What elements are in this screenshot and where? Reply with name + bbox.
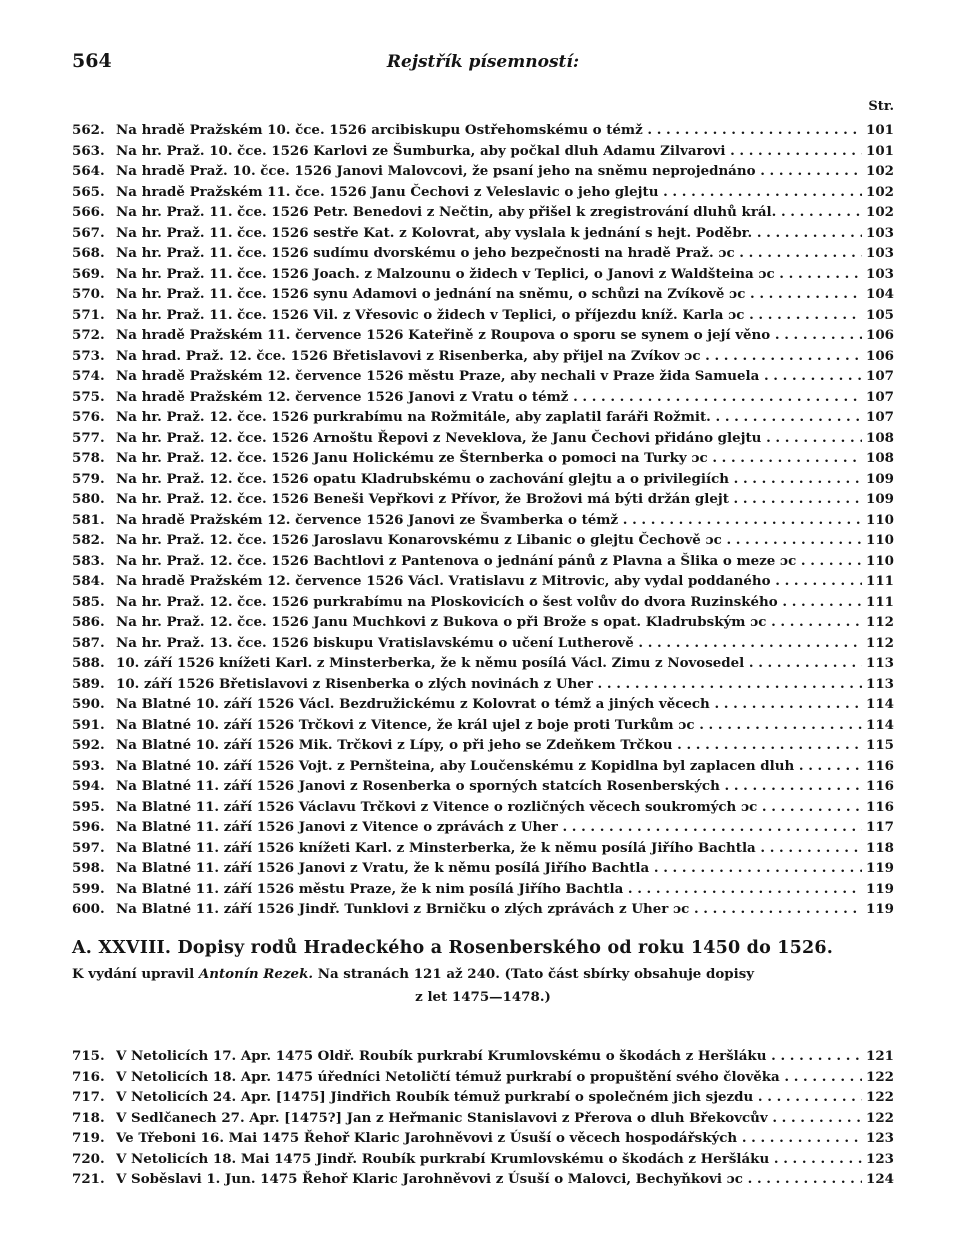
entry-page: 102 <box>866 163 894 179</box>
entry-text: Na hr. Praž. 12. čce. 1526 opatu Kladrubskému o zachování glejtu a o privilegiích . . . <box>116 469 862 490</box>
entry-number: 590. <box>72 696 105 712</box>
entry-page: 117 <box>866 819 894 835</box>
entry-text: Na hradě Pražském 11. července 1526 Kateřině z Roupova o sporu se synem o její věno . . . <box>116 325 862 346</box>
entry-text: Na hrad. Praž. 12. čce. 1526 Břetislavovi z Risenberka, aby přijel na Zvíkov ɔc . . . <box>116 346 862 367</box>
running-title: Rejstřík písemností: <box>386 52 580 72</box>
entry-text: Na hr. Praž. 10. čce. 1526 Karlovi ze Šumburka, aby počkal dluh Adamu Zilvarovi . . . <box>116 141 862 162</box>
entry-page: 123 <box>866 1130 894 1146</box>
entry-page: 116 <box>866 778 894 794</box>
entry-page: 107 <box>866 388 894 405</box>
index-entry <box>72 776 894 797</box>
entry-text: Na hr. Praž. 12. čce. 1526 Janu Muchkovi z Bukova o při Brože s opat. Kladrubským ɔc . . . <box>116 612 862 633</box>
entry-number: 587. <box>72 634 105 651</box>
index-entry <box>72 756 894 777</box>
index-entry <box>72 735 894 756</box>
entry-page: 113 <box>866 675 894 692</box>
entry-text: Na Blatné 11. září 1526 Jindř. Tunklovi z Brničku o zlých zprávách z Uher ɔc . . . <box>116 899 862 920</box>
index-entry <box>72 305 894 326</box>
entry-text: Na hradě Praž. 10. čce. 1526 Janovi Malovcovi, že psaní jeho na sněmu neprojednáno . . . <box>116 161 862 182</box>
entry-number: 577. <box>72 429 105 446</box>
entry-number: 589. <box>72 675 105 692</box>
entry-text: Na Blatné 10. září 1526 Trčkovi z Vitence, že král ujel z boje proti Turkům ɔc . . . <box>116 715 862 736</box>
entry-number: 568. <box>72 245 105 261</box>
entry-number: 721. <box>72 1171 105 1187</box>
entry-number: 572. <box>72 327 105 343</box>
entry-text: Na hr. Praž. 12. čce. 1526 Beneši Vepřkovi z Přívor, že Brožovi má býti držán glejt . . . <box>116 489 862 510</box>
entry-page: 114 <box>866 716 894 733</box>
entry-number: 718. <box>72 1109 105 1126</box>
index-entry <box>72 1087 894 1108</box>
page-header <box>72 50 894 80</box>
entry-number: 592. <box>72 737 105 753</box>
entry-number: 599. <box>72 880 105 897</box>
index-entry <box>72 366 894 387</box>
entry-number: 719. <box>72 1130 105 1146</box>
entry-text: Na hr. Praž. 11. čce. 1526 Petr. Benedovi z Nečtin, aby přišel k zregistrování dluhů král. . . . <box>116 202 862 223</box>
entry-text: Na hradě Pražském 10. čce. 1526 arcibiskupu Ostřehomskému o témž . . . <box>116 120 862 141</box>
entry-number: 569. <box>72 265 105 282</box>
entry-page: 112 <box>866 614 894 630</box>
entry-page: 111 <box>866 573 894 589</box>
index-entry <box>72 653 894 674</box>
entry-number: 583. <box>72 552 105 569</box>
index-entry <box>72 1067 894 1088</box>
index-entry <box>72 1128 894 1149</box>
entry-page: 101 <box>866 122 894 138</box>
index-entry <box>72 571 894 592</box>
entry-text: Na hr. Praž. 13. čce. 1526 biskupu Vratislavskému o učení Lutherově . . . <box>116 633 862 654</box>
entry-number: 562. <box>72 122 105 138</box>
entry-page: 123 <box>866 1150 894 1167</box>
entry-text: Na hr. Praž. 11. čce. 1526 Vil. z Vřesovic o židech v Teplici, o příjezdu kníž. Karla ɔc . . . <box>116 305 862 326</box>
index-entry <box>72 715 894 736</box>
entry-page: 119 <box>866 860 894 876</box>
index-entry <box>72 817 894 838</box>
entry-number: 600. <box>72 901 105 917</box>
index-entry <box>72 448 894 469</box>
section-note-line2: z let 1475—1478.) <box>415 989 551 1005</box>
entry-page: 106 <box>866 327 894 343</box>
index-entry <box>72 694 894 715</box>
entry-text: Na Blatné 11. září 1526 Janovi z Vratu, že k němu posílá Jiřího Bachtla . . . <box>116 858 862 879</box>
index-entry <box>72 161 894 182</box>
entry-number: 567. <box>72 224 105 241</box>
index-entry <box>72 469 894 490</box>
entry-number: 597. <box>72 839 105 856</box>
entry-text: Na Blatné 11. září 1526 Janovi z Rosenberka o sporných statcích Rosenberských . . . <box>116 776 862 797</box>
index-entry <box>72 899 894 920</box>
entry-number: 566. <box>72 204 105 220</box>
entry-number: 598. <box>72 860 105 876</box>
entry-number: 581. <box>72 511 105 528</box>
section-editor: Antonín Rezek. <box>198 966 314 982</box>
entry-number: 716. <box>72 1068 105 1085</box>
index-entry <box>72 182 894 203</box>
entry-text: Na hradě Pražském 12. července 1526 Václ. Vratislavu z Mitrovic, aby vydal poddaného . . . <box>116 571 862 592</box>
entry-page: 121 <box>866 1048 894 1064</box>
entry-text: V Netolicích 24. Apr. [1475] Jindřich Roubík témuž purkrabí o společném jich sjezdu . . . <box>116 1087 862 1108</box>
entry-number: 564. <box>72 163 105 179</box>
entry-text: V Soběslavi 1. Jun. 1475 Řehoř Klaric Jarohněvovi z Úsuší o Malovci, Bechyňkovi ɔc . . . <box>116 1169 862 1190</box>
index-entry <box>72 551 894 572</box>
entry-page: 122 <box>866 1109 894 1126</box>
entry-text: 10. září 1526 Břetislavovi z Risenberka o zlých novinách z Uher . . . <box>116 674 862 695</box>
index-entry <box>72 530 894 551</box>
entry-number: 586. <box>72 614 105 630</box>
entry-page: 110 <box>866 511 894 528</box>
entry-text: V Netolicích 17. Apr. 1475 Oldř. Roubík purkrabí Krumlovskému o škodách z Heršláku . . . <box>116 1046 862 1067</box>
entry-number: 565. <box>72 183 105 200</box>
entry-list-b <box>72 1046 894 1190</box>
entry-page: 122 <box>866 1068 894 1085</box>
index-entry <box>72 428 894 449</box>
entry-number: 715. <box>72 1048 105 1064</box>
entry-page: 113 <box>866 655 894 671</box>
index-entry <box>72 325 894 346</box>
index-entry <box>72 858 894 879</box>
entry-number: 576. <box>72 409 105 425</box>
entry-number: 574. <box>72 368 105 384</box>
section-note-rest: Na stranách 121 až 240. (Tato část sbírky obsahuje dopisy <box>317 966 755 982</box>
index-entry <box>72 243 894 264</box>
entry-text: Na hr. Praž. 11. čce. 1526 Joach. z Malzounu o židech v Teplici, o Janovi z Waldšteina ɔc . . . <box>116 264 862 285</box>
entry-page: 103 <box>866 224 894 241</box>
entry-number: 570. <box>72 286 105 302</box>
index-entry <box>72 284 894 305</box>
entry-page: 108 <box>866 450 894 466</box>
entry-page: 107 <box>866 368 894 384</box>
entry-page: 104 <box>866 286 894 302</box>
entry-number: 573. <box>72 347 105 364</box>
entry-text: Na Blatné 11. září 1526 knížeti Karl. z Minsterberka, že k němu posílá Jiřího Bachtla . . . <box>116 838 862 859</box>
entry-page: 101 <box>866 142 894 159</box>
entry-number: 717. <box>72 1089 105 1105</box>
entry-page: 115 <box>866 737 894 753</box>
entry-page: 122 <box>866 1089 894 1105</box>
index-entry <box>72 346 894 367</box>
entry-number: 720. <box>72 1150 105 1167</box>
entry-page: 107 <box>866 409 894 425</box>
entry-text: V Sedlčanech 27. Apr. [1475?] Jan z Heřmanic Stanislavovi z Přerova o dluh Břekovcův . . . <box>116 1108 862 1129</box>
entry-number: 563. <box>72 142 105 159</box>
index-entry <box>72 510 894 531</box>
entry-page: 103 <box>866 245 894 261</box>
entry-number: 591. <box>72 716 105 733</box>
entry-number: 594. <box>72 778 105 794</box>
entry-number: 585. <box>72 593 105 610</box>
section-title: A. XXVIII. Dopisy rodů Hradeckého a Rosenberského od roku 1450 do 1526. <box>72 938 834 958</box>
entry-page: 114 <box>866 696 894 712</box>
entry-number: 584. <box>72 573 105 589</box>
entry-number: 588. <box>72 655 105 671</box>
entry-page: 102 <box>866 183 894 200</box>
entry-text: Na Blatné 11. září 1526 Václavu Trčkovi z Vitence o rozličných věcech soukromých ɔc . . . <box>116 797 862 818</box>
entry-page: 110 <box>866 532 894 548</box>
entry-text: Na Blatné 11. září 1526 městu Praze, že k nim posílá Jiřího Bachtla . . . <box>116 879 862 900</box>
entry-number: 571. <box>72 306 105 323</box>
index-entry <box>72 674 894 695</box>
entry-page: 110 <box>866 552 894 569</box>
index-entry <box>72 387 894 408</box>
entry-text: Na hr. Praž. 12. čce. 1526 Bachtlovi z Pantenova o jednání pánů z Plavna a Šlika o meze ɔc . . . <box>116 551 862 572</box>
entry-text: Na Blatné 10. září 1526 Mik. Trčkovi z Lípy, o při jeho se Zdeňkem Trčkou . . . <box>116 735 862 756</box>
index-entry <box>72 592 894 613</box>
index-entry <box>72 120 894 141</box>
entry-page: 116 <box>866 757 894 774</box>
entry-page: 111 <box>866 593 894 610</box>
entry-text: Na hr. Praž. 12. čce. 1526 purkrabímu na Ploskovicích o šest volův do dvora Ruzinského . . . <box>116 592 862 613</box>
entry-number: 582. <box>72 532 105 548</box>
index-entry <box>72 612 894 633</box>
entry-text: Na Blatné 10. září 1526 Vojt. z Pernšteina, aby Loučenskému z Kopidlna byl zaplacen dluh . . . <box>116 756 862 777</box>
entry-text: Na hradě Pražském 12. července 1526 městu Praze, aby nechali v Praze žida Samuela . . . <box>116 366 862 387</box>
entry-page: 103 <box>866 265 894 282</box>
index-entry <box>72 407 894 428</box>
entry-number: 595. <box>72 798 105 815</box>
entry-page: 119 <box>866 901 894 917</box>
entry-page: 109 <box>866 470 894 487</box>
entry-page: 124 <box>866 1171 894 1187</box>
index-entry <box>72 633 894 654</box>
entry-text: Na hr. Praž. 11. čce. 1526 sestře Kat. z Kolovrat, aby vyslala k jednání s hejt. Poděbr. . . . <box>116 223 862 244</box>
index-entry <box>72 879 894 900</box>
entry-page: 118 <box>866 839 894 856</box>
entry-text: Na hr. Praž. 12. čce. 1526 purkrabímu na Rožmitále, aby zaplatil faráři Rožmit. . . . <box>116 407 862 428</box>
index-entry <box>72 1108 894 1129</box>
entry-text: Na hradě Pražském 12. července 1526 Janovi ze Švamberka o témž . . . <box>116 510 862 531</box>
page-column-heading: Str. <box>868 99 894 114</box>
entry-text: V Netolicích 18. Mai 1475 Jindř. Roubík purkrabí Krumlovskému o škodách z Heršláku . . . <box>116 1149 862 1170</box>
entry-text: Na hr. Praž. 11. čce. 1526 sudímu dvorskému o jeho bezpečnosti na hradě Praž. ɔc . . . <box>116 243 862 264</box>
index-entry <box>72 838 894 859</box>
entry-page: 108 <box>866 429 894 446</box>
section-note <box>72 963 894 1009</box>
page-number: 564 <box>72 50 112 72</box>
entry-page: 109 <box>866 491 894 507</box>
entry-text: Na hradě Pražském 11. čce. 1526 Janu Čechovi z Veleslavic o jeho glejtu . . . <box>116 182 862 203</box>
index-entry <box>72 202 894 223</box>
entry-page: 112 <box>866 634 894 651</box>
entry-text: Na Blatné 11. září 1526 Janovi z Vitence o zprávách z Uher . . . <box>116 817 862 838</box>
index-entry <box>72 1149 894 1170</box>
entry-text: Ve Třeboni 16. Mai 1475 Řehoř Klaric Jarohněvovi z Úsuší o věcech hospodářských . . . <box>116 1128 862 1149</box>
entry-page: 116 <box>866 798 894 815</box>
entry-number: 578. <box>72 450 105 466</box>
entry-page: 105 <box>866 306 894 323</box>
index-entry <box>72 489 894 510</box>
entry-text: Na hradě Pražském 12. července 1526 Janovi z Vratu o témž . . . <box>116 387 862 408</box>
entry-list-a <box>72 120 894 920</box>
index-entry <box>72 797 894 818</box>
entry-number: 596. <box>72 819 105 835</box>
entry-text: Na hr. Praž. 11. čce. 1526 synu Adamovi o jednání na sněmu, o schůzi na Zvíkově ɔc . . . <box>116 284 862 305</box>
entry-text: Na hr. Praž. 12. čce. 1526 Janu Holickému ze Šternberka o pomoci na Turky ɔc . . . <box>116 448 862 469</box>
entry-text: Na Blatné 10. září 1526 Václ. Bezdružickému z Kolovrat o témž a jiných věcech . . . <box>116 694 862 715</box>
index-entry <box>72 1169 894 1190</box>
entry-page: 102 <box>866 204 894 220</box>
section-note-prefix: K vydání upravil <box>72 966 195 982</box>
entry-number: 580. <box>72 491 105 507</box>
index-entry <box>72 223 894 244</box>
entry-text: Na hr. Praž. 12. čce. 1526 Jaroslavu Konarovskému z Libanic o glejtu Čechově ɔc . . . <box>116 530 862 551</box>
entry-number: 575. <box>72 388 105 405</box>
entry-number: 579. <box>72 470 105 487</box>
index-entry <box>72 264 894 285</box>
entry-number: 593. <box>72 757 105 774</box>
index-entry <box>72 141 894 162</box>
entry-page: 106 <box>866 347 894 364</box>
entry-text: 10. září 1526 knížeti Karl. z Minsterberka, že k němu posílá Václ. Zimu z Novosedel . . . <box>116 653 862 674</box>
index-entry <box>72 1046 894 1067</box>
entry-page: 119 <box>866 880 894 897</box>
entry-text: V Netolicích 18. Apr. 1475 úředníci Netoličtí témuž purkrabí o propuštění svého člověka . . . <box>116 1067 862 1088</box>
entry-text: Na hr. Praž. 12. čce. 1526 Arnoštu Řepovi z Neveklova, že Janu Čechovi přidáno glejtu . . . <box>116 428 862 449</box>
